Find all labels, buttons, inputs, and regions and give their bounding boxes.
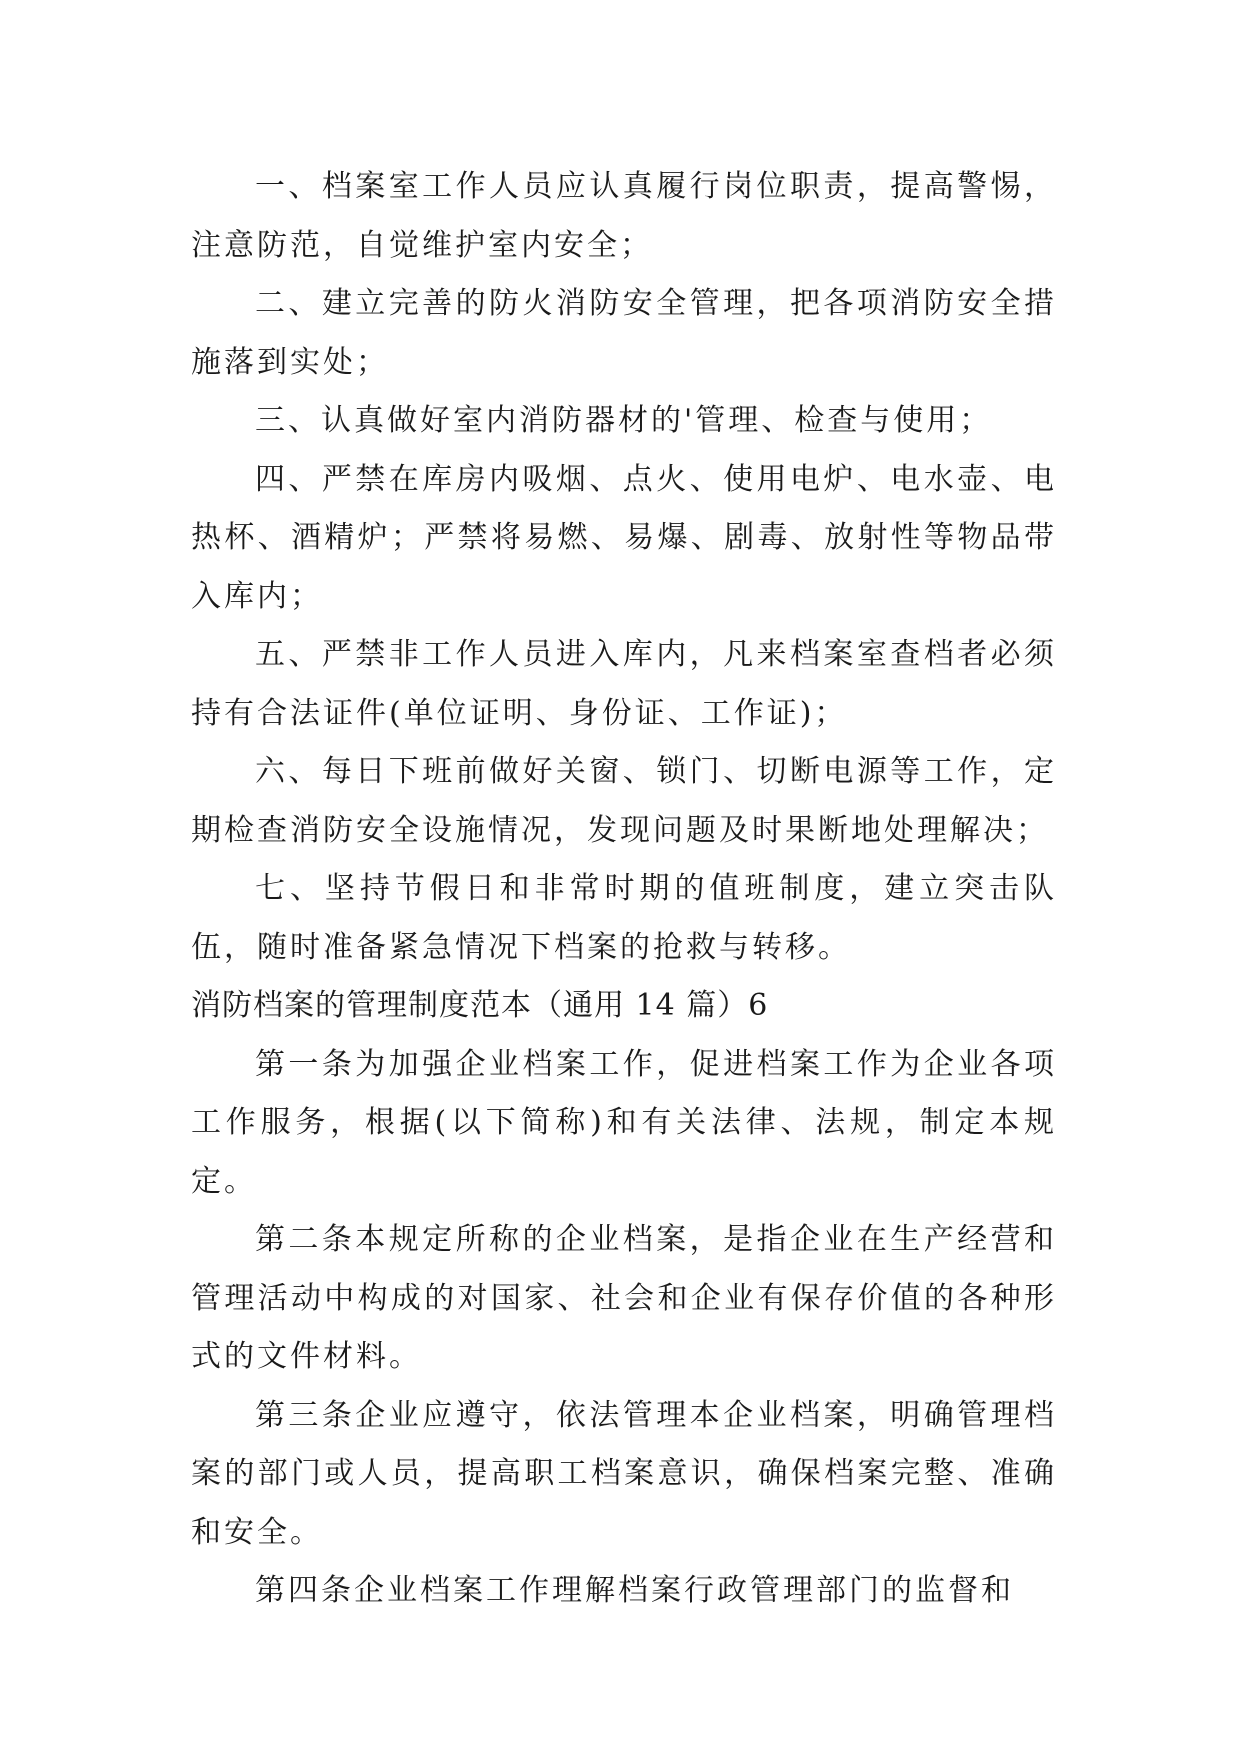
paragraph-7: 七、坚持节假日和非常时期的值班制度，建立突击队伍，随时准备紧急情况下档案的抢救与转移。 — [191, 871, 1057, 965]
section-heading: 消防档案的管理制度范本（通用 14 篇）6 — [191, 988, 769, 1023]
article-1: 第一条为加强企业档案工作，促进档案工作为企业各项工作服务，根据(以下简称)和有关法律、法规，制定本规定。 — [191, 1046, 1057, 1199]
paragraph-4: 四、严禁在库房内吸烟、点火、使用电炉、电水壶、电热杯、酒精炉；严禁将易燃、易爆、剧毒、放射性等物品带入库内； — [191, 461, 1057, 614]
document-page — [191, 158, 1057, 1621]
paragraph-5: 五、严禁非工作人员进入库内，凡来档案室查档者必须持有合法证件(单位证明、身份证、工作证)； — [191, 637, 1057, 731]
paragraph-2: 二、建立完善的防火消防安全管理，把各项消防安全措施落到实处； — [191, 286, 1057, 380]
paragraph-6: 六、每日下班前做好关窗、锁门、切断电源等工作，定期检查消防安全设施情况，发现问题及时果断地处理解决； — [191, 754, 1057, 848]
article-4: 第四条企业档案工作理解档案行政管理部门的监督和 — [255, 1573, 1014, 1608]
article-3: 第三条企业应遵守，依法管理本企业档案，明确管理档案的部门或人员，提高职工档案意识，确保档案完整、准确和安全。 — [191, 1397, 1057, 1550]
article-2: 第二条本规定所称的企业档案，是指企业在生产经营和管理活动中构成的对国家、社会和企业有保存价值的各种形式的文件材料。 — [191, 1222, 1057, 1374]
paragraph-3: 三、认真做好室内消防器材的'管理、检查与使用； — [255, 403, 993, 438]
paragraph-1: 一、档案室工作人员应认真履行岗位职责，提高警惕，注意防范，自觉维护室内安全； — [191, 169, 1057, 263]
